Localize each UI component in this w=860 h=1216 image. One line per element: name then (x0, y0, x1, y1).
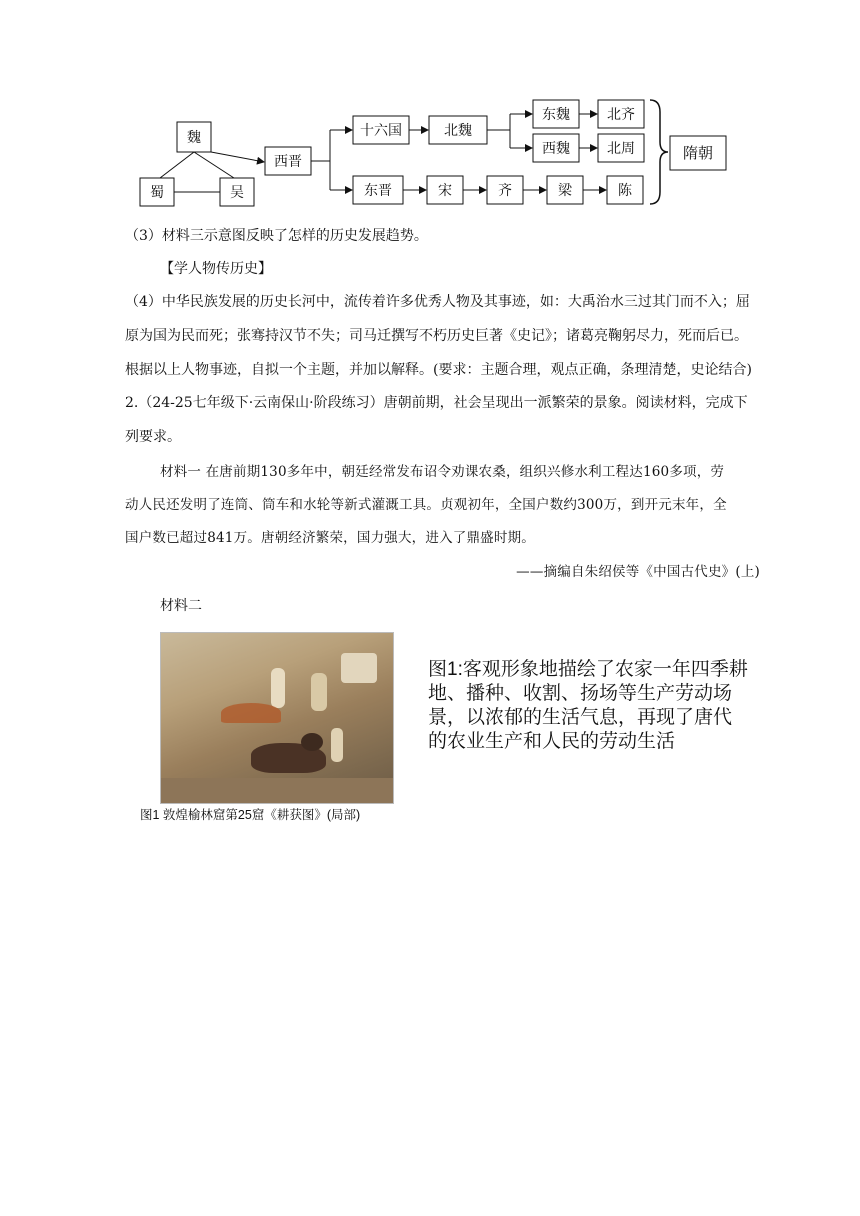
material2-label: 材料二 (160, 598, 202, 614)
question-4-line1: （4）中华民族发展的历史长河中，流传着许多优秀人物及其事迹，如：大禹治水三过其门而不入；屈 (125, 294, 750, 310)
label-wu: 吴 (230, 185, 244, 201)
label-suichao: 隋朝 (682, 144, 714, 162)
material2-figure (140, 630, 748, 822)
dynasty-flow-diagram (130, 92, 750, 222)
section-heading: 【学人物传历史】 (160, 261, 272, 277)
label-shu: 蜀 (150, 185, 164, 201)
label-beizhou: 北周 (607, 141, 635, 157)
material1-source: ——摘编自朱绍侯等《中国古代史》(上) (516, 564, 760, 580)
material1-line1: 材料一 在唐前期130多年中，朝廷经常发布诏令劝课农桑，组织兴修水利工程达160多项，劳 (160, 464, 725, 480)
figure-caption: 图1 敦煌榆林窟第25窟《耕获图》(局部) (140, 808, 361, 822)
question-2-line1: 2.（24-25七年级下·云南保山·阶段练习）唐朝前期，社会呈现出一派繁荣的景象。阅读材料，完成下 (125, 395, 748, 411)
dynasty-flow-svg (130, 92, 750, 222)
question-2-line2: 列要求。 (125, 429, 181, 445)
question-4-line2: 原为国为民而死；张骞持汉节不失；司马迁撰写不朽历史巨著《史记》；诸葛亮鞠躬尽力，死而后已。 (125, 328, 748, 344)
label-shiliuguo: 十六国 (360, 123, 402, 139)
mural-image (160, 632, 394, 804)
material1-line3: 国户数已超过841万。唐朝经济繁荣，国力强大，进入了鼎盛时期。 (125, 530, 535, 546)
label-dongjin: 东晋 (364, 183, 392, 199)
brace (650, 100, 668, 204)
label-liang: 梁 (558, 183, 572, 199)
label-xijin: 西晋 (274, 154, 302, 170)
label-beiwei: 北魏 (444, 123, 472, 139)
label-qi: 齐 (498, 183, 512, 199)
label-beiqi: 北齐 (607, 107, 635, 123)
question-3: （3）材料三示意图反映了怎样的历史发展趋势。 (125, 228, 428, 244)
label-wei: 魏 (187, 130, 201, 146)
label-xiwei: 西魏 (542, 141, 570, 157)
label-song: 宋 (438, 183, 452, 199)
label-chen: 陈 (618, 183, 632, 199)
question-4-line3: 根据以上人物事迹，自拟一个主题，并加以解释。(要求：主题合理，观点正确，条理清楚，史论结合) (125, 362, 752, 378)
material1-line2: 动人民还发明了连筒、筒车和水轮等新式灌溉工具。贞观初年，全国户数约300万，到开元末年，全 (125, 497, 727, 513)
figure-description: 图1:客观形象地描绘了农家一年四季耕地、播种、收割、扬场等生产劳动场景，以浓郁的生活气息，再现了唐代的农业生产和人民的劳动生活 (428, 659, 748, 752)
label-dongwei: 东魏 (542, 107, 570, 123)
